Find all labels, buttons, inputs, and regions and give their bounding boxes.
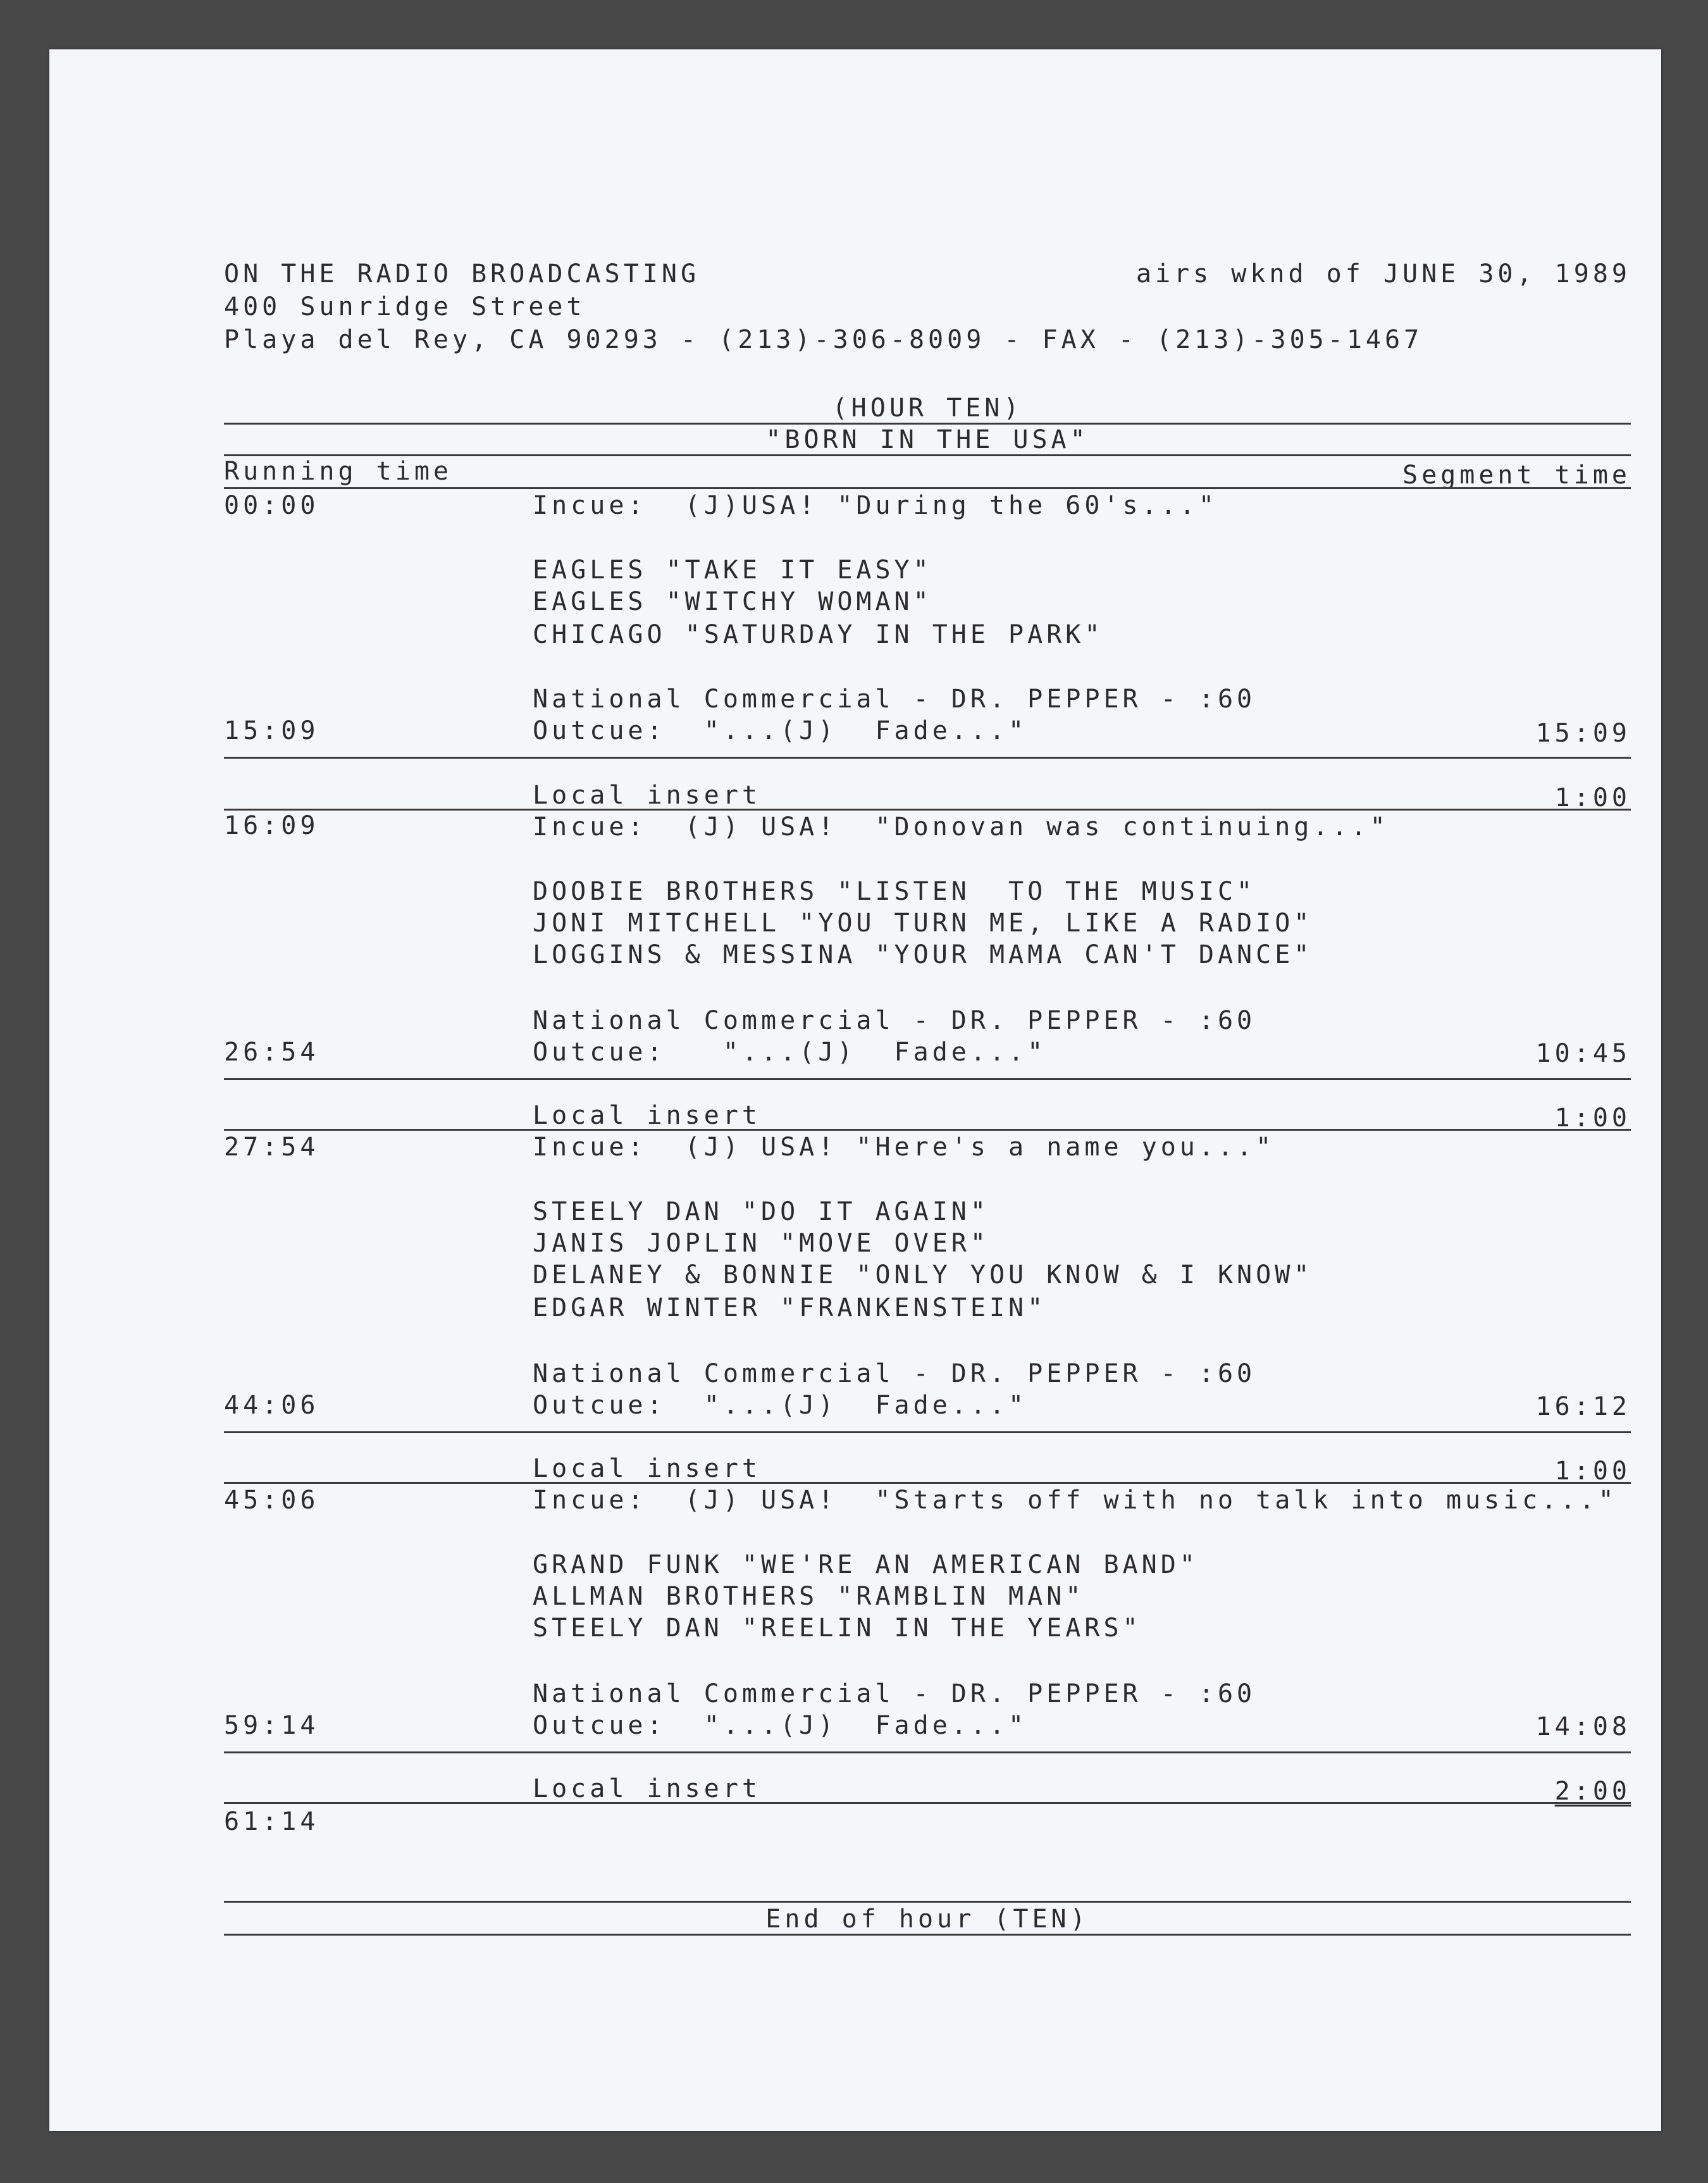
song: STEELY DAN "DO IT AGAIN"	[533, 1197, 989, 1226]
incue: Incue: (J)USA! "During the 60's..."	[533, 491, 1218, 520]
song: EAGLES "TAKE IT EASY"	[533, 556, 932, 585]
outcue: Outcue: "...(J) Fade..."	[533, 1391, 1028, 1420]
divider	[224, 1751, 1631, 1753]
segment-time: 16:12	[1535, 1392, 1631, 1421]
show-title: "BORN IN THE USA"	[765, 425, 1089, 454]
local-insert-label: Local insert	[533, 1101, 761, 1130]
incue: Incue: (J) USA! "Donovan was continuing..."	[533, 812, 1389, 842]
segment-time: 15:09	[1535, 719, 1631, 748]
running-time: 59:14	[224, 1711, 319, 1740]
segment-time: 14:08	[1535, 1712, 1631, 1741]
final-running-time: 61:14	[224, 1807, 319, 1836]
local-insert-label: Local insert	[533, 1454, 761, 1483]
song: EDGAR WINTER "FRANKENSTEIN"	[533, 1293, 1047, 1322]
song: DELANEY & BONNIE "ONLY YOU KNOW & I KNOW"	[533, 1260, 1313, 1290]
song: GRAND FUNK "WE'RE AN AMERICAN BAND"	[533, 1550, 1199, 1579]
song: CHICAGO "SATURDAY IN THE PARK"	[533, 620, 1104, 649]
divider	[224, 809, 1631, 811]
running-time: 15:09	[224, 716, 319, 745]
running-time: 26:54	[224, 1038, 319, 1067]
divider	[224, 1901, 1631, 1903]
outcue: Outcue: "...(J) Fade..."	[533, 1038, 1047, 1067]
incue: Incue: (J) USA! "Starts off with no talk into music..."	[533, 1486, 1618, 1515]
hour-title: (HOUR TEN)	[832, 394, 1023, 423]
running-time: 27:54	[224, 1133, 319, 1162]
outcue: Outcue: "...(J) Fade..."	[533, 1711, 1028, 1740]
divider	[224, 1482, 1631, 1484]
city-contact: Playa del Rey, CA 90293 - (213)-306-8009 - FAX - (213)-305-1467	[224, 325, 1423, 354]
running-time-header: Running time	[224, 457, 452, 486]
local-insert-time: 1:00	[1554, 783, 1631, 812]
divider	[224, 1129, 1631, 1131]
running-time: 45:06	[224, 1486, 319, 1515]
running-time: 00:00	[224, 491, 319, 520]
commercial: National Commercial - DR. PEPPER - :60	[533, 1679, 1256, 1708]
air-date: airs wknd of JUNE 30, 1989	[1136, 259, 1631, 289]
segment-time-header: Segment time	[1402, 461, 1631, 490]
incue: Incue: (J) USA! "Here's a name you..."	[533, 1133, 1275, 1162]
local-insert-label: Local insert	[533, 781, 761, 810]
local-insert-label: Local insert	[533, 1774, 761, 1803]
song: STEELY DAN "REELIN IN THE YEARS"	[533, 1614, 1142, 1643]
commercial: National Commercial - DR. PEPPER - :60	[533, 685, 1256, 714]
divider	[224, 1934, 1631, 1936]
divider	[224, 1431, 1631, 1433]
divider	[224, 757, 1631, 759]
commercial: National Commercial - DR. PEPPER - :60	[533, 1006, 1256, 1035]
song: DOOBIE BROTHERS "LISTEN TO THE MUSIC"	[533, 877, 1256, 906]
song: EAGLES "WITCHY WOMAN"	[533, 587, 932, 616]
song: JANIS JOPLIN "MOVE OVER"	[533, 1229, 989, 1258]
commercial: National Commercial - DR. PEPPER - :60	[533, 1359, 1256, 1388]
divider	[224, 487, 1631, 489]
street-address: 400 Sunridge Street	[224, 292, 586, 321]
song: LOGGINS & MESSINA "YOUR MAMA CAN'T DANCE"	[533, 940, 1313, 969]
document-page	[49, 49, 1661, 2131]
divider	[224, 1078, 1631, 1080]
local-insert-time: 1:00	[1554, 1104, 1631, 1133]
running-time: 44:06	[224, 1391, 319, 1420]
local-insert-time: 2:00	[1554, 1777, 1631, 1806]
outcue: Outcue: "...(J) Fade..."	[533, 716, 1028, 745]
running-time: 16:09	[224, 811, 319, 840]
song: JONI MITCHELL "YOU TURN ME, LIKE A RADIO"	[533, 909, 1313, 938]
segment-time: 10:45	[1535, 1039, 1631, 1068]
divider	[224, 1802, 1631, 1804]
local-insert-time: 1:00	[1554, 1457, 1631, 1486]
song: ALLMAN BROTHERS "RAMBLIN MAN"	[533, 1582, 1085, 1611]
end-of-hour: End of hour (TEN)	[765, 1905, 1089, 1934]
company-name: ON THE RADIO BROADCASTING	[224, 259, 700, 289]
